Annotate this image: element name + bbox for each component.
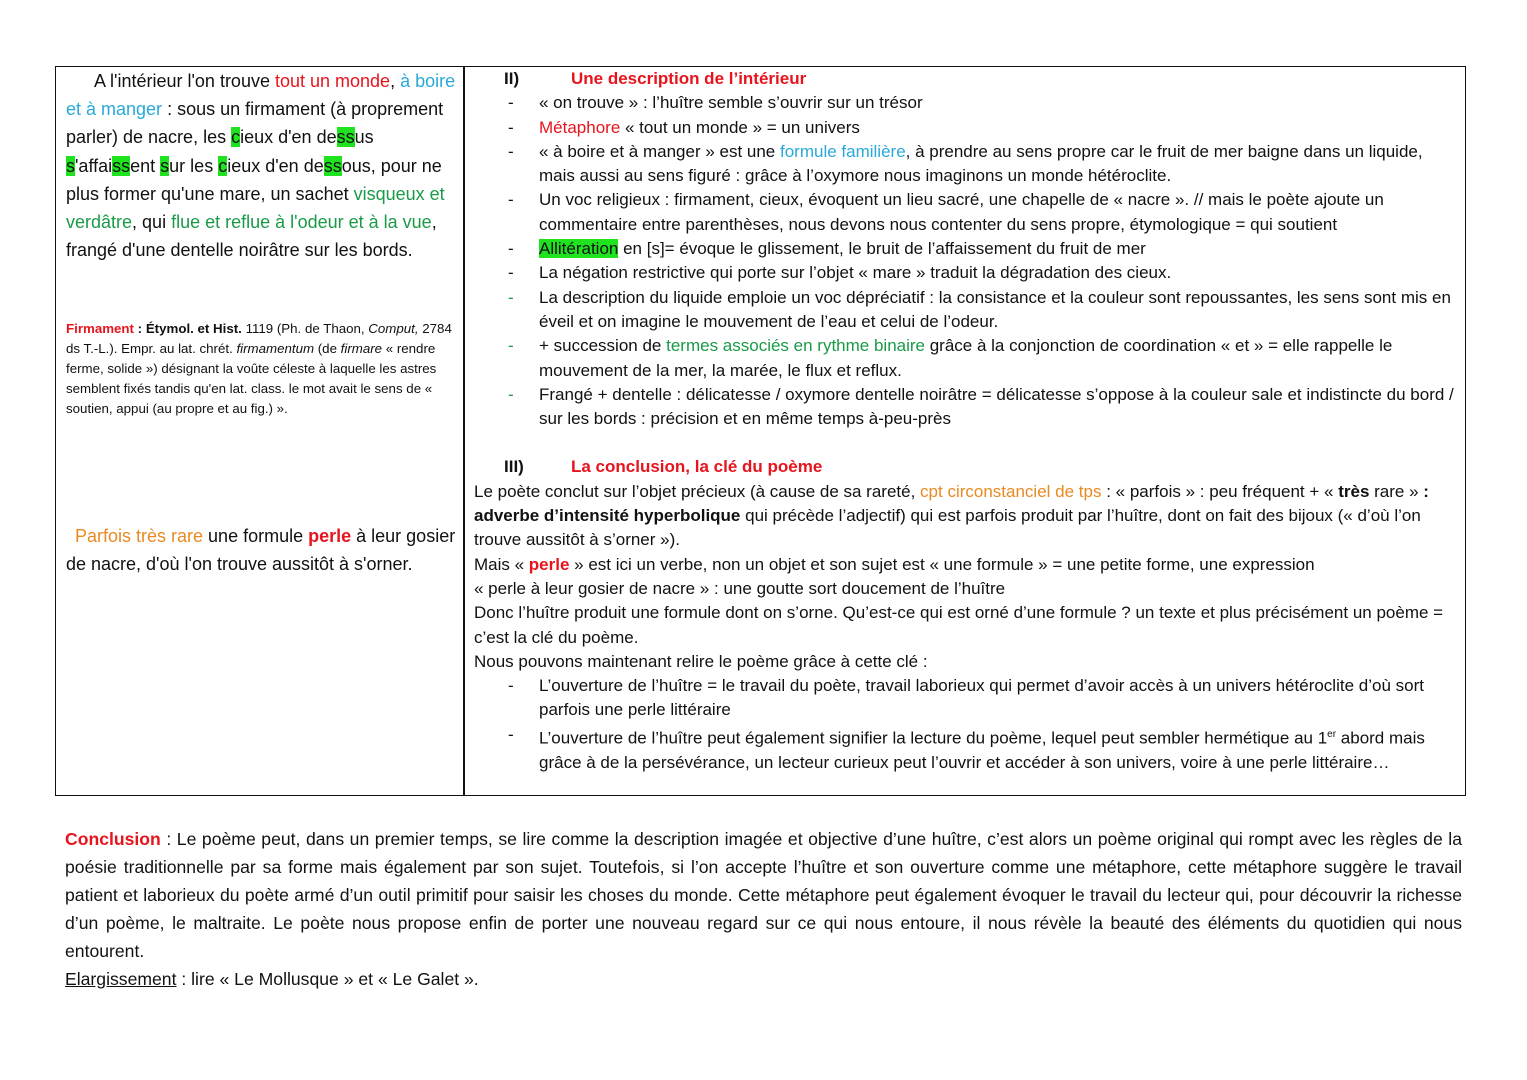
list-item: - « à boire et à manger » est une formule familière, à prendre au sens propre car le fruit de mer baigne dans un liquide, mais aussi au sens figuré : grâce à l’oxymore nous imaginons un monde hétéroclite.	[508, 141, 1423, 186]
list-item: - « on trouve » : l’huître semble s’ouvrir sur un trésor	[508, 93, 923, 113]
paragraph: Nous pouvons maintenant relire le poème grâce à cette clé :	[474, 651, 928, 671]
list-item: - Frangé + dentelle : délicatesse / oxymore dentelle noirâtre = délicatesse s’oppose à la couleur sale et indistincte du bord / sur les bords : précision et en même temps à-peu-près	[508, 384, 1454, 429]
list-item: - Un voc religieux : firmament, cieux, évoquent un lieu sacré, une chapelle de « nacre ». // mais le poète ajoute un commentaire entre parenthèses, nous devons nous contenter du sens propre, étymologique = qui soutient	[508, 190, 1384, 234]
paragraph: « perle à leur gosier de nacre » : une goutte sort doucement de l’huître	[474, 578, 1006, 598]
firmament-definition: Firmament : Étymol. et Hist. 1119 (Ph. de Thaon, Comput, 2784 ds T.-L.). Empr. au lat. chrét. firmamentum (de firmare « rendre ferme, solide ») désignant la voûte céleste à laquelle les astres semblent fixés tandis qu'en lat. class. le mot avait le sens de « soutien, appui (au propre et au fig.) ».	[66, 321, 452, 416]
section-3-heading: III) La conclusion, la clé du poème	[504, 457, 823, 477]
analysis-column	[474, 67, 1459, 775]
column-divider	[463, 67, 465, 795]
paragraph: Mais « perle » est ici un verbe, non un objet et son sujet est « une formule » = une petite forme, une expression	[474, 554, 1315, 574]
list-item: - La négation restrictive qui porte sur l’objet « mare » traduit la dégradation des cieux.	[508, 263, 1172, 283]
elargissement-label: Elargissement	[65, 969, 177, 989]
poem-excerpt-2: Parfois très rare une formule perle à leur gosier de nacre, d'où l'on trouve aussitôt à s'orner.	[66, 526, 456, 575]
paragraph: Le poète conclut sur l’objet précieux (à cause de sa rareté, cpt circonstanciel de tps : « parfois » : peu fréquent + « très rare » : adverbe d’intensité hyperbolique qui précède l’adjectif) qui est parfois produit par l’huître, dont on fait des bijoux (« d’où l’on trouve aussitôt à s’orner »).	[474, 481, 1429, 550]
analysis-table	[55, 66, 1466, 796]
list-item: - La description du liquide emploie un voc dépréciatif : la consistance et la couleur sont repoussantes, les sens sont mis en éveil et on imagine le mouvement de l’eau et celui de l’odeur.	[508, 287, 1451, 331]
list-item: - + succession de termes associés en rythme binaire grâce à la conjonction de coordination « et » = elle rappelle le mouvement de la mer, la marée, le flux et reflux.	[508, 336, 1393, 380]
poem-excerpt-1: A l'intérieur l'on trouve tout un monde, à boire et à manger : sous un firmament (à proprement parler) de nacre, les cieux d'en dessus s'affaissent sur les cieux d'en dessous, pour ne plus former qu'une mare, un sachet visqueux et verdâtre, qui flue et reflue à l'odeur et à la vue, frangé d'une dentelle noirâtre sur les bords.	[66, 71, 456, 261]
paragraph: Donc l’huître produit une formule dont on s’orne. Qu’est-ce qui est orné d’une formule ? un texte et plus précisément un poème = c’est la clé du poème.	[474, 603, 1444, 647]
conclusion-paragraph: Conclusion : Le poème peut, dans un premier temps, se lire comme la description imagée et objective d’une huître, c’est alors un poème original qui rompt avec les règles de la poésie traditionnelle par sa forme mais également par son sujet. Toutefois, si l’on accepte l’huître et son ouverture comme une métaphore, cette métaphore suggère le travail patient et laborieux du poète armé d’un outil primitif pour saisir les choses du monde. Cette métaphore peut également évoquer le travail du lecteur qui, pour découvrir la richesse d’un poème, le maltraite. Le poète nous propose enfin de porter une nouveau regard sur ce qui nous entoure, il nous révèle la beauté des éléments du quotidien qui nous entourent. Elargissement : lire « Le Mollusque » et « Le Galet ».	[65, 829, 1462, 989]
section-2-heading: II) Une description de l’intérieur	[504, 69, 807, 88]
list-item: - Allitération en [s]= évoque le glissement, le bruit de l’affaissement du fruit de mer	[508, 239, 1146, 259]
list-item: - L’ouverture de l’huître = le travail du poète, travail laborieux qui permet d’avoir accès à un univers hétéroclite d’où sort parfois une perle littéraire	[508, 676, 1424, 720]
list-item: - L’ouverture de l’huître peut également signifier la lecture du poème, lequel peut sembler hermétique au 1er abord mais grâce à de la persévérance, un lecteur curieux peut l’ouvrir et accéder à son univers, voire à une perle littéraire…	[508, 724, 1425, 772]
list-item: - Métaphore « tout un monde » = un univers	[508, 117, 860, 137]
